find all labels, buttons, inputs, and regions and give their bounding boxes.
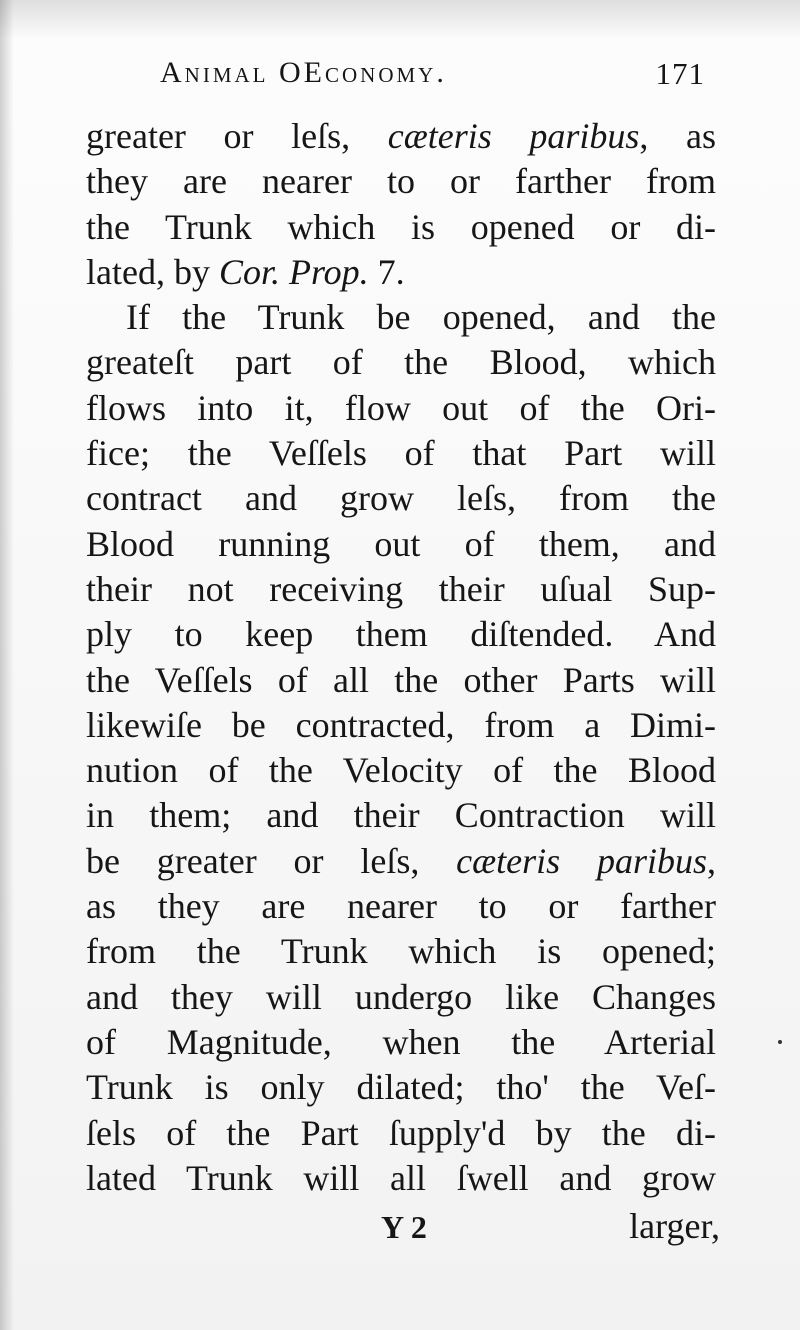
running-title: Animal OEconomy. <box>160 56 447 89</box>
text-line: lated, by Cor. Prop. 7. <box>86 251 405 292</box>
page-number: 171 <box>655 56 705 91</box>
top-edge-shadow <box>0 0 800 40</box>
text-line: Trunk is only dilated; tho' the Veſ- <box>86 1067 716 1108</box>
text-line: likewiſe be contracted, from a Dimi- <box>86 704 716 745</box>
text-line: of Magnitude, when the Arterial <box>86 1021 716 1062</box>
text-line: ply to keep them diſtended. And <box>86 614 716 655</box>
text-line: the Trunk which is opened or di- <box>86 206 716 247</box>
text-line: flows into it, flow out of the Ori- <box>86 387 716 428</box>
text-line: in them; and their Contraction will <box>86 795 716 836</box>
ink-speck <box>778 1040 782 1044</box>
text-line: nution of the Velocity of the Blood <box>86 750 716 791</box>
text-line: their not receiving their uſual Sup- <box>86 568 716 609</box>
text-line: from the Trunk which is opened; <box>86 931 716 972</box>
running-head <box>160 56 715 100</box>
body-text <box>86 114 716 1201</box>
catchword: larger, <box>629 1206 720 1246</box>
text-line: and they will undergo like Changes <box>86 976 716 1017</box>
text-line: lated Trunk will all ſwell and grow <box>86 1157 716 1198</box>
text-line: contract and grow leſs, from the <box>86 478 716 519</box>
text-line: as they are nearer to or farther <box>86 886 716 927</box>
gutter-shadow <box>0 0 14 1330</box>
text-line: greater or leſs, cæteris paribus, as <box>86 116 716 156</box>
text-line: greateſt part of the Blood, which <box>86 342 716 383</box>
signature-mark: Y 2 <box>381 1209 427 1245</box>
text-line: be greater or leſs, cæteris paribus, <box>86 840 717 881</box>
text-line: If the Trunk be opened, and the <box>126 297 716 338</box>
page-footer <box>86 1205 726 1253</box>
text-line: fice; the Veſſels of that Part will <box>86 433 716 474</box>
text-line: the Veſſels of all the other Parts will <box>86 659 716 700</box>
text-line: ſels of the Part ſupply'd by the di- <box>86 1112 716 1153</box>
text-line: they are nearer to or farther from <box>86 161 716 202</box>
text-line: Blood running out of them, and <box>86 523 716 564</box>
